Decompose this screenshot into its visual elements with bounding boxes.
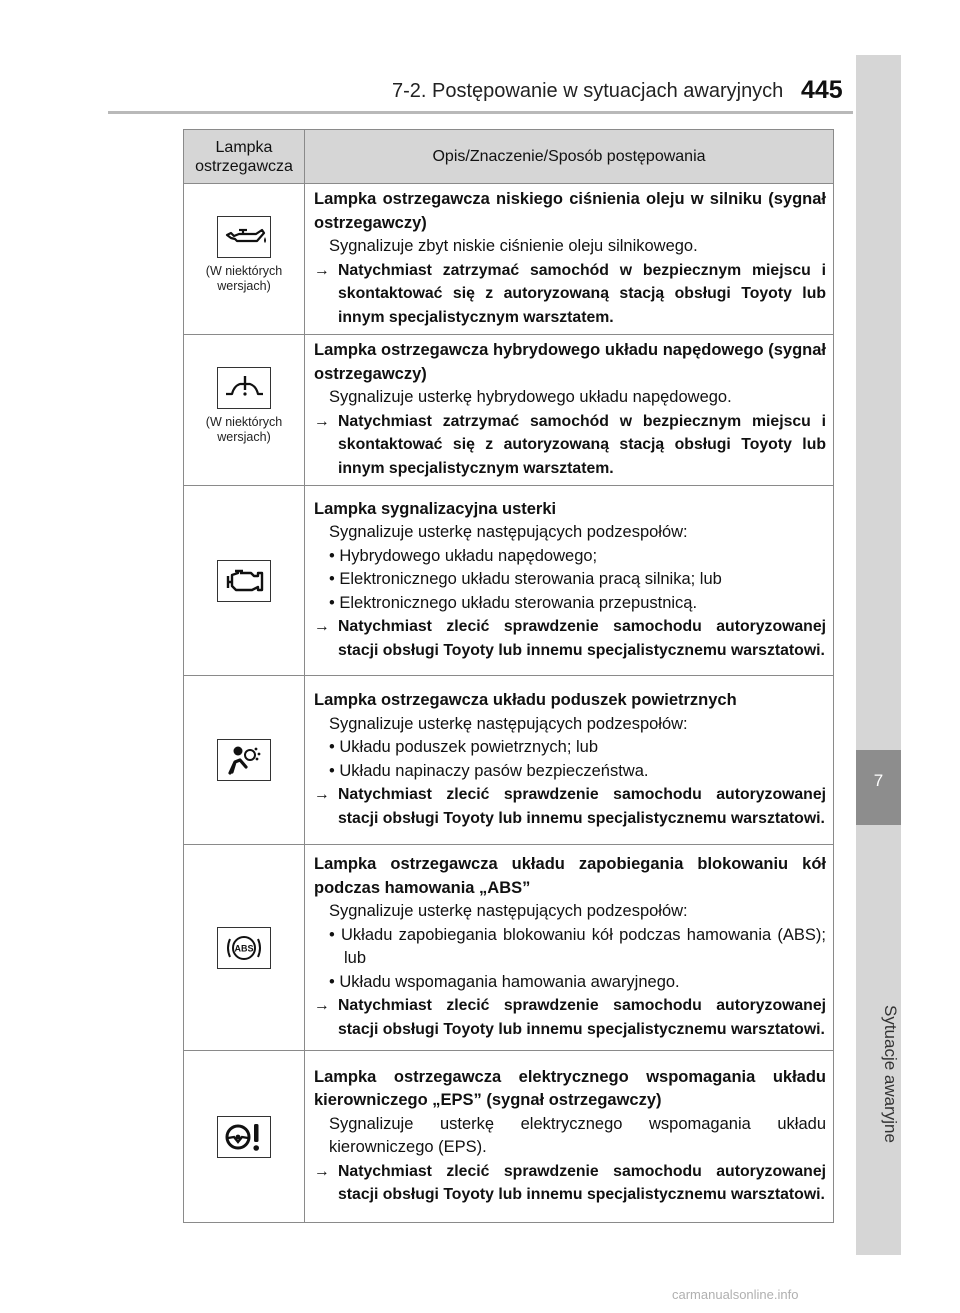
list-item: • Hybrydowego układu napędowego;: [329, 546, 598, 565]
arrow-icon: →: [314, 786, 330, 803]
header-rule: [108, 111, 853, 114]
lamp-title: Lampka ostrzegawcza hybrydowego układu napędowego (sygnał ostrzegawczy): [314, 341, 826, 383]
description-cell: [305, 486, 834, 676]
action-text: → Natychmiast zatrzymać samochód w bezpiecznym miejscu i skontaktować się z autoryzowaną stacją obsługi Toyoty lub innym specjalistycznym warsztatem.: [314, 410, 826, 481]
icon-cell: [184, 845, 305, 1051]
action-text: → Natychmiast zlecić sprawdzenie samochodu autoryzowanej stacji obsługi Toyoty lub innemu specjalistycznemu warsztatowi.: [314, 1160, 826, 1207]
action-text: → Natychmiast zatrzymać samochód w bezpiecznym miejscu i skontaktować się z autoryzowaną stacją obsługi Toyoty lub innym specjalistycznym warsztatem.: [314, 259, 826, 330]
page-number: 445: [801, 76, 843, 104]
hybrid-system-icon: [217, 367, 271, 409]
icon-cell: [184, 486, 305, 676]
lamp-description: Sygnalizuje usterkę następujących podzespołów:: [329, 714, 688, 733]
icon-cell: [184, 184, 305, 335]
column-header-lamp: Lampka ostrzegawcza: [184, 130, 305, 184]
list-item: • Układu poduszek powietrznych; lub: [329, 738, 599, 756]
running-title: 7-2. Postępowanie w sytuacjach awaryjnych: [392, 80, 784, 102]
lamp-description: Sygnalizuje usterkę elektrycznego wspomagania układu kierowniczego (EPS).: [329, 1114, 826, 1156]
icon-cell: [184, 676, 305, 845]
icon-cell: [184, 1051, 305, 1223]
version-note: (W niektórych wersjach): [205, 264, 283, 293]
description-cell: [305, 335, 834, 486]
lamp-description: Sygnalizuje usterkę następujących podzespołów:: [329, 902, 688, 920]
table-row: [184, 676, 834, 845]
lamp-description: Sygnalizuje usterkę następujących podzespołów:: [329, 523, 688, 542]
description-cell: [305, 1051, 834, 1223]
lamp-title: Lampka ostrzegawcza elektrycznego wspomagania układu kierowniczego „EPS” (sygnał ostrzegawczy): [314, 1067, 826, 1109]
icon-cell: [184, 335, 305, 486]
lamp-description: Sygnalizuje zbyt niskie ciśnienie oleju silnikowego.: [329, 237, 698, 255]
column-header-description: Opis/Znaczenie/Sposób postępowania: [305, 130, 834, 184]
abs-icon-label: ABS: [234, 943, 254, 953]
list-item: • Układu napinaczy pasów bezpieczeństwa.: [329, 761, 649, 780]
eps-icon: [217, 1116, 271, 1158]
list-item: • Układu zapobiegania blokowaniu kół podczas hamowania (ABS); lub: [329, 925, 826, 967]
chapter-title: Sytuacje awaryjne: [881, 1005, 900, 1143]
list-item: • Układu wspomagania hamowania awaryjnego.: [329, 972, 680, 991]
description-cell: [305, 676, 834, 845]
lamp-title: Lampka ostrzegawcza niskiego ciśnienia oleju w silniku (sygnał ostrzegawczy): [314, 190, 826, 232]
table-header-row: [184, 130, 834, 184]
arrow-icon: →: [314, 412, 330, 430]
table-row: [184, 335, 834, 486]
list-item: • Elektronicznego układu sterowania pracą silnika; lub: [329, 570, 722, 589]
lamp-title: Lampka ostrzegawcza układu zapobiegania blokowaniu kół podczas hamowania „ABS”: [314, 855, 826, 897]
action-text: → Natychmiast zlecić sprawdzenie samochodu autoryzowanej stacji obsługi Toyoty lub innemu specjalistycznemu warsztatowi.: [314, 615, 826, 662]
lamp-title: Lampka ostrzegawcza układu poduszek powietrznych: [314, 691, 737, 709]
list-item: • Elektronicznego układu sterowania przepustnicą.: [329, 593, 698, 612]
arrow-icon: →: [314, 1162, 330, 1180]
table-row: [184, 845, 834, 1051]
chapter-tab: 7: [856, 750, 901, 825]
check-engine-icon: [217, 560, 271, 602]
arrow-icon: →: [314, 261, 330, 279]
lamp-title: Lampka sygnalizacyjna usterki: [314, 499, 557, 518]
arrow-icon: →: [314, 997, 330, 1014]
airbag-icon: [217, 739, 271, 781]
version-note: (W niektórych wersjach): [205, 415, 283, 444]
description-cell: [305, 184, 834, 335]
arrow-icon: →: [314, 618, 330, 636]
warning-lights-table: [183, 129, 834, 1223]
table-row: [184, 1051, 834, 1223]
lamp-description: Sygnalizuje usterkę hybrydowego układu napędowego.: [329, 388, 732, 406]
table-row: [184, 184, 834, 335]
action-text: → Natychmiast zlecić sprawdzenie samochodu autoryzowanej stacji obsługi Toyoty lub innemu specjalistycznemu warsztatowi.: [314, 783, 826, 830]
abs-icon: [217, 927, 271, 969]
oil-pressure-icon: [217, 216, 271, 258]
table-row: [184, 486, 834, 676]
description-cell: [305, 845, 834, 1051]
action-text: → Natychmiast zlecić sprawdzenie samochodu autoryzowanej stacji obsługi Toyoty lub innemu specjalistycznemu warsztatowi.: [314, 994, 826, 1041]
footer-watermark: carmanualsonline.info: [672, 1287, 799, 1302]
